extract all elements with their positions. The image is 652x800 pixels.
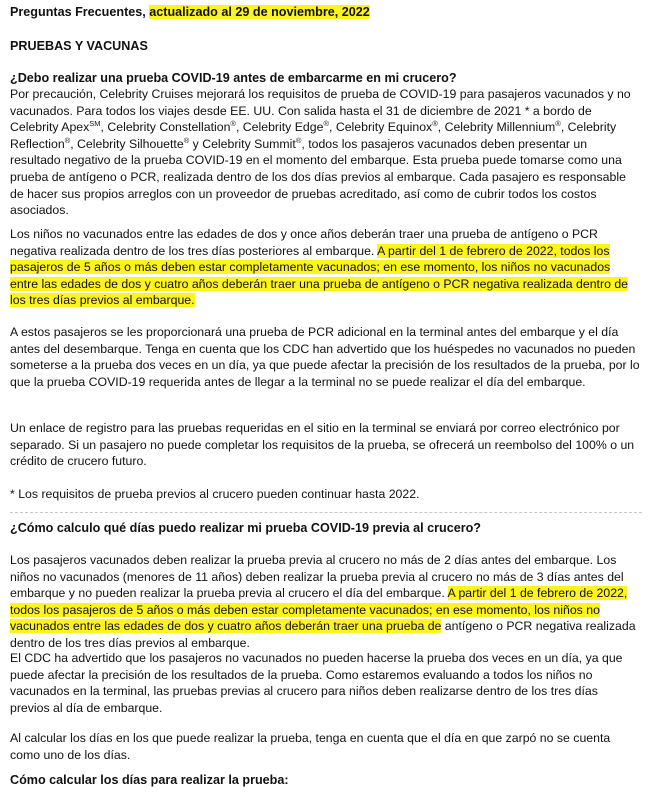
question-heading-1: ¿Debo realizar una prueba COVID-19 antes de embarcarme en mi crucero? xyxy=(10,71,457,85)
section-divider xyxy=(10,512,642,513)
title-text: Preguntas Frecuentes, xyxy=(10,5,150,19)
q1-paragraph-3: A estos pasajeros se les proporcionará una prueba de PCR adicional en la terminal antes del embarque y el día antes del desembarque. Tenga en cuenta que los CDC han advertido que los huéspedes no vacunados no pueden someterse a la prueba dos veces en un día, ya que puede afectar la precisión de los resultados de la prueba, por lo que la prueba COVID-19 requerida antes de llegar a la terminal no se puede realizar el día del embarque. xyxy=(10,325,640,389)
document-title xyxy=(10,4,370,21)
updated-date-highlight: actualizado al 29 de noviembre, 2022 xyxy=(149,5,370,19)
question-heading-2: ¿Cómo calculo qué días puedo realizar mi prueba COVID-19 previa al crucero? xyxy=(10,521,481,535)
q1-paragraph-4: Un enlace de registro para las pruebas requeridas en el sitio en la terminal se enviará por correo electrónico por separado. Si un pasajero no puede completar los requisitos de la prueba, se ofrecerá un reembolso del 100% o un crédito de crucero futuro. xyxy=(10,421,635,469)
q1-footnote: * Los requisitos de prueba previos al crucero pueden continuar hasta 2022. xyxy=(10,487,420,501)
q2-paragraph-3: Al calcular los días en los que puede realizar la prueba, tenga en cuenta que el día en que zarpó no se cuenta como uno de los días. xyxy=(10,731,611,762)
q2-paragraph-2: El CDC ha advertido que los pasajeros no vacunados no pueden hacerse la prueba dos veces en un día, ya que puede afectar la precisión de los resultados de la prueba. Como estaremos evaluando a todos los niños no vacunados en la terminal, las pruebas previas al crucero para niños deben realizarse dentro de los tres días previos al día de embarque. xyxy=(10,651,623,715)
q1-p2-plain: Los niños no vacunados entre las edades de dos y once años deberán traer una prueba de antígeno o PCR negativa realizada dentro de los tres días posteriores al embarque. xyxy=(10,227,598,258)
q2-paragraph-1 xyxy=(10,552,640,652)
q2-p1-highlight: A partir del 1 de febrero de 2022, todos los pasajeros de 5 años o más deben estar completamente vacunados; en ese momento, los niños no vacunados entre las edades de dos y cuatro años deberán traer una prueba de xyxy=(10,586,628,634)
question-heading-3: Cómo calcular los días para realizar la prueba: xyxy=(10,773,289,787)
q1-paragraph-2 xyxy=(10,226,640,309)
q1-paragraph-1: Por precaución, Celebrity Cruises mejorará los requisitos de prueba de COVID-19 para pasajeros vacunados y no vacunados. Para todos los viajes desde EE. UU. Con salida hasta el 31 de diciembre de 2021 * a bordo de Celebrity Apex℠, Celebrity Constellation®, Celebrity Edge®, Celebrity Equinox®, Celebrity Millennium®, Celebrity Reflection®, Celebrity Silhouette® y Celebrity Summit®, todos los pasajeros vacunados deben presentar un resultado negativo de la prueba COVID-19 en el momento del embarque. Esta prueba puede tomarse como una prueba de antígeno o PCR, realizada dentro de los dos días previos al embarque. Cada pasajero es responsable de hacer sus propios arreglos con un proveedor de pruebas acreditado, así como de cubrir todos los costos asociados. xyxy=(10,87,631,218)
section-heading: PRUEBAS Y VACUNAS xyxy=(10,39,148,53)
q1-p2-highlight: A partir del 1 de febrero de 2022, todos los pasajeros de 5 años o más deben estar completamente vacunados; en ese momento, los niños no vacunados entre las edades de dos y cuatro años deberán traer una prueba de antígeno o PCR negativa realizada dentro de los tres días previos al embarque. xyxy=(10,243,629,308)
q2-p1-tail: antígeno o PCR negativa realizada dentro de los tres días previos al embarque. xyxy=(10,619,636,650)
q2-p1-plain: Los pasajeros vacunados deben realizar la prueba previa al crucero no más de 2 días antes del embarque. Los niños no vacunados (menores de 11 años) deben realizar la prueba previa al crucero no más de 3 días antes del embarque y no pueden realizar la prueba previa al crucero el día del embarque. xyxy=(10,553,624,601)
